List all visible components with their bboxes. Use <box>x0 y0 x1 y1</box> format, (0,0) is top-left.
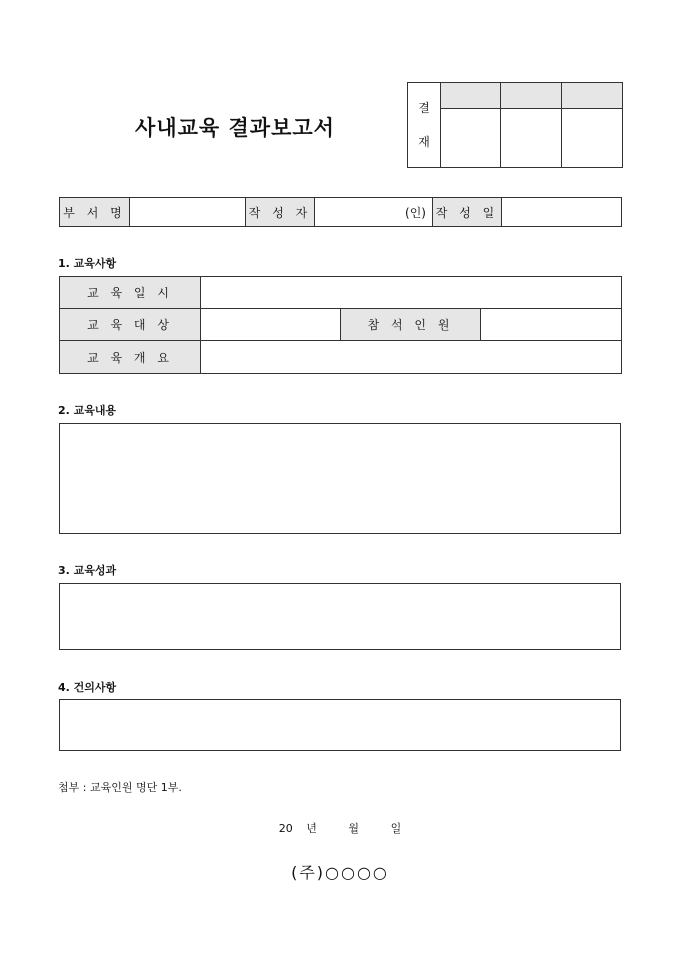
education-info-table <box>59 276 622 374</box>
datetime-field[interactable] <box>201 277 622 309</box>
suggestions-box[interactable] <box>59 699 621 751</box>
approval-sign-cell[interactable] <box>562 109 623 168</box>
author-label: 작 성 자 <box>246 198 315 227</box>
target-field[interactable] <box>201 309 341 341</box>
approval-sign-cell[interactable] <box>501 109 562 168</box>
company-name: (주)○○○○ <box>291 863 389 882</box>
overview-label: 교 육 개 요 <box>60 341 201 374</box>
section-2-heading: 2. 교육내용 <box>58 404 117 417</box>
date-day-unit: 일 <box>390 822 402 835</box>
approval-header-cell[interactable] <box>501 83 562 109</box>
target-label: 교 육 대 상 <box>60 309 201 341</box>
datetime-label: 교 육 일 시 <box>60 277 201 309</box>
overview-field[interactable] <box>201 341 622 374</box>
approval-header-cell[interactable] <box>562 83 623 109</box>
date-month-unit: 월 <box>348 822 360 835</box>
attachment-note: 첨부 : 교육인원 명단 1부. <box>58 781 182 794</box>
document-title: 사내교육 결과보고서 <box>135 115 335 140</box>
section-1-heading: 1. 교육사항 <box>58 257 117 270</box>
section-4-heading: 4. 건의사항 <box>58 681 117 694</box>
info-row <box>59 197 622 227</box>
author-field[interactable] <box>315 198 433 227</box>
seal-mark: (인) <box>405 205 426 220</box>
date-label: 작 성 일 <box>433 198 502 227</box>
education-results-box[interactable] <box>59 583 621 650</box>
attendees-label: 참 석 인 원 <box>341 309 481 341</box>
approval-label-top: 결 <box>418 101 430 115</box>
report-date <box>0 820 680 836</box>
approval-box <box>407 82 623 168</box>
date-field[interactable] <box>502 198 622 227</box>
date-year: 20 <box>278 822 293 835</box>
approval-label <box>408 83 441 168</box>
attendees-field[interactable] <box>481 309 622 341</box>
approval-sign-cell[interactable] <box>441 109 501 168</box>
department-label: 부 서 명 <box>60 198 130 227</box>
department-field[interactable] <box>130 198 246 227</box>
approval-label-bottom: 재 <box>418 135 430 149</box>
education-content-box[interactable] <box>59 423 621 534</box>
section-3-heading: 3. 교육성과 <box>58 564 117 577</box>
approval-header-cell[interactable] <box>441 83 501 109</box>
date-year-unit: 년 <box>306 822 317 835</box>
